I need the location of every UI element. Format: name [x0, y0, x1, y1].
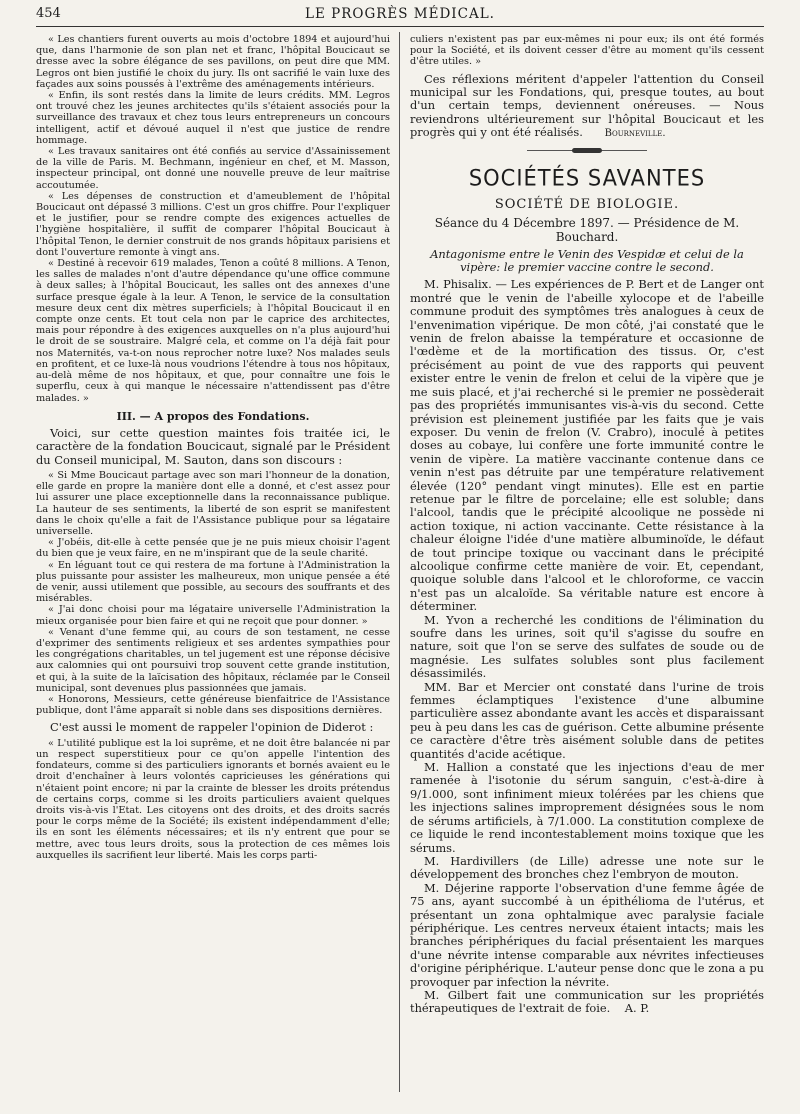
journal-title: LE PROGRÈS MÉDICAL. — [305, 6, 495, 22]
continuation-paragraph: culiers n'existent pas par eux-mêmes ni pour eux; ils ont été formés pour la Société, et ils doivent cesser d'être au moment qu'ils cessent d'être utiles. » — [410, 34, 764, 68]
society-name: SOCIÉTÉ DE BIOLOGIE. — [494, 196, 680, 212]
speech-paragraph: « Honorons, Messieurs, cette généreuse bienfaitrice de l'Assistance publique, dont l'âme apparaît si noble dans ses dispositions dernières. — [36, 693, 390, 717]
running-header — [36, 4, 764, 27]
author-signature: Bourneville. — [604, 128, 666, 140]
ornament-divider — [527, 147, 647, 155]
section-title: SOCIÉTÉS SAVANTES — [468, 165, 706, 191]
diderot-quote: « L'utilité publique est la loi suprême, et ne doit être balancée ni par un respect superstitieux pour ce qu'on appelle l'intention des fondateurs, comme si des particuliers ignorants et bornés avaient eu le droit d'enchaîner à leurs volontés capricieuses les générations qui n'étaient point encore; ni par la crainte de blesser les droits prétendus de certains corps, comme si les droits particuliers avaient quelques droits vis-à-vis l'Etat. Les citoyens ont des droits, et des droits sacrés pour le corps même de la Société; ils existent indépendamment d'elle; ils en sont les éléments nécessaires; et ils n'y entrent que pour se mettre, avec tous leurs droits, sous la protection de ces mêmes lois auxquelles ils sacrifient leur liberté. Mais les corps parti- — [36, 737, 390, 861]
quoted-paragraph: « Enfin, ils sont restés dans la limite de leurs crédits. MM. Legros ont trouvé chez les jeunes architectes qu'ils s'étaient associés pour la surveillance des travaux et chez tous leurs entrepreneurs un concours intelligent, actif et dévoué auquel il n'est que justice de rendre hommage. — [36, 90, 390, 146]
reflection-paragraph — [410, 73, 764, 141]
speech-paragraph: « Si Mme Boucicaut partage avec son mari l'honneur de la donation, elle garde en propre la manière dont elle a donné, et c'est assez pour lui assurer une place exceptionnelle dans la reconnaissance publique. La hauteur de ses sentiments, la liberté de son esprit se manifestent dans le choix qu'elle a fait de l'Assistance publique pour sa légataire universelle. — [36, 469, 390, 537]
report-paragraph: M. Déjerine rapporte l'observation d'une femme âgée de 75 ans, ayant succombé à un épithélioma de l'utérus, et présentant un zona ophtalmique avec paralysie faciale périphérique. Les centres nerveux étaient intacts; mais les branches périphériques du facial présentaient les marques d'une névrite intense comparable aux névrites infectieuses d'origine périphérique. L'auteur pense donc que le zona a pu provoquer par infection la névrite. — [410, 880, 764, 989]
final-signature: A. P. — [624, 1001, 650, 1016]
speech-paragraph: « J'obéis, dit-elle à cette pensée que je ne puis mieux choisir l'agent du bien que je veux faire, en ne m'inspirant que de la seule charité. — [36, 537, 390, 560]
quoted-paragraph: « Les chantiers furent ouverts au mois d'octobre 1894 et aujourd'hui que, dans l'harmonie de son plan net et franc, l'hôpital Boucicaut se dresse avec la sobre élégance de ses pavillons, on peut dire que MM. Legros ont bien justifié le choix du jury. Ils ont sacrifié le vain luxe des façades aux soins poussés à l'extrême des aménagements intérieurs. — [36, 34, 390, 90]
quoted-paragraph: « Destiné à recevoir 619 malades, Tenon a coûté 8 millions. A Tenon, les salles de malades n'ont d'autre dépendance qu'une office commune à deux salles; à l'hôpital Boucicaut, les salles ont des annexes d'une surface presque égale à la leur. A Tenon, le service de la consultation mesure deux cent dix mètres superficiels; à l'hôpital Boucicaut il en compte onze cents. Et tout cela non par le caprice des architectes, mais pour répondre à des exigences auxquelles on n'a plus aujourd'hui le droit de se soustraire. Malgré cela, et comme on l'a déjà fait pour nos Maternités, va-t-on nous reprocher notre luxe? Nos malades seuls en profitent, et ce luxe-là nous voudrions l'étendre à tous nos hôpitaux, au-delà même de nos hôpitaux, et que, pour connaître une fois le superflu, ceux à qui manque le nécessaire n'attendissent pas d'être malades. » — [36, 258, 390, 404]
speech-paragraph: « J'ai donc choisi pour ma légataire universelle l'Administration la mieux organisée pour bien faire et qui ne reçoit que pour donner. » — [36, 604, 390, 627]
report-paragraph: M. Hardivillers (de Lille) adresse une note sur le développement des bronches chez l'embryon de mouton. — [410, 853, 764, 882]
right-column — [410, 34, 764, 1016]
session-line: Séance du 4 Décembre 1897. — Présidence de M. Bouchard. — [434, 215, 740, 244]
report-paragraph: M. Hallion a constaté que les injections d'eau de mer ramenée à l'isotonie du sérum sanguin, c'est-à-dire à 9/1.000, sont infiniment mieux tolérées par les chiens que les injections salines improprement désignées sous le nom de sérums artificiels, à 7/1.000. La constitution complexe de ce liquide le rend incontestablement moins toxique que les sérums. — [410, 760, 764, 855]
speech-paragraph: « En léguant tout ce qui restera de ma fortune à l'Administration la plus puissante pour assister les malheureux, mon unique pensée a été de venir, aussi utilement que possible, au secours des souffrants et des misérables. — [36, 559, 390, 605]
column-divider — [399, 32, 400, 1092]
report-paragraph: M. Phisalix. — Les expériences de P. Bert et de Langer ont montré que le venin de l'abeille xylocope et de l'abeille commune produit des symptômes très analogues à ceux de l'envenimation vipérique. De mon côté, j'ai constaté que le venin de frelon abaisse la température et occasionne de l'œdème et de la mortification des tissus. Or, c'est précisément au point de vue des rapports qui peuvent exister entre le venin de frelon et celui de la vipère que je me suis placé, et j'ai recherché si le premier ne possèderait pas des propriétés immunisantes vis-à-vis du second. Cette prévision est pleinement justifiée par les faits que je vais exposer. Du venin de frelon (V. Crabro), inoculé à petites doses au cobaye, lui confère une forte immunité contre le venin de vipère. La matière vaccinante contenue dans ce venin n'est pas détruite par une température relativement élevée (120° pendant vingt minutes). Elle est en partie retenue par le filtre de porcelaine; elle est soluble; dans l'alcool, tandis que le précipité alcoolique ne possède ni action toxique, ni action vaccinante. Cette résistance à la chaleur éloigne l'idée d'une matière albuminoïde, le défaut de tout principe toxique ou vaccinant dans le précipité alcoolique confirme cette manière de voir. Et, cependant, quoique soluble dans l'alcool et le chloroforme, ce vaccin n'est pas un alcaloïde. Sa véritable nature est encore à déterminer. — [410, 277, 764, 614]
page-number: 454 — [36, 6, 61, 21]
intro-paragraph: Voici, sur cette question maintes fois traitée ici, le caractère de la fondation Boucicaut, signalé par le Président du Conseil municipal, M. Sauton, dans son discours : — [36, 425, 390, 467]
last-report-text: M. Gilbert fait une communication sur les propriétés thérapeutiques de l'extrait de foie. — [410, 987, 764, 1016]
quoted-paragraph: « Les travaux sanitaires ont été confiés au service d'Assainissement de la ville de Paris. M. Bechmann, ingénieur en chef, et M. Masson, inspecteur principal, ont donné une nouvelle preuve de leur maîtrise accoutumée. — [36, 146, 390, 191]
speech-paragraph: « Venant d'une femme qui, au cours de son testament, ne cesse d'exprimer des sentiments religieux et ses ardentes sympathies pour les congrégations charitables, un tel jugement est une réponse décisive aux calomnies qui ont poursuivi trop souvent cette grande institution, et qui, à la suite de la laïcisation des hôpitaux, réclamée par le Conseil municipal, sont devenues plus passionnées que jamais. — [36, 626, 390, 694]
diderot-intro: C'est aussi le moment de rappeler l'opinion de Diderot : — [50, 720, 374, 735]
report-paragraph — [410, 989, 764, 1016]
reflection-text: Ces réflexions méritent d'appeler l'attention du Conseil municipal sur les Fondations, qui, presque toutes, au bout d'un certain temps, deviennent onéreuses. — Nous reviendrons ultérieurement sur l'hôpital Boucicaut et les progrès qui y ont été réalisés. — [410, 71, 764, 140]
section-heading: III. — A propos des Fondations. — [116, 409, 310, 423]
left-column — [36, 34, 390, 861]
quoted-paragraph: « Les dépenses de construction et d'ameublement de l'hôpital Boucicaut ont dépassé 3 millions. C'est un gros chiffre. Pour l'expliquer et le justifier, pour se rendre compte des exigences actuelles de l'hygiène hospitalière, il suffit de comparer l'hôpital Boucicaut à l'hôpital Tenon, le dernier construit de nos grands hôpitaux parisiens et dont l'ouverture remonte à vingt ans. — [36, 190, 390, 258]
report-paragraph: MM. Bar et Mercier ont constaté dans l'urine de trois femmes éclamptiques l'existence d'une albumine particulière assez abondante avant les accès et disparaissant peu à peu dans les cas de guérison. Cette albumine présente ce caractère d'être très aisément soluble dans de petites quantités d'acide acétique. — [410, 679, 765, 761]
report-paragraph: M. Yvon a recherché les conditions de l'élimination du soufre dans les urines, soit qu'il s'agisse du soufre en nature, soit que l'on se serve des sulfates de soude ou de magnésie. Les sulfates solubles sont plus facilement désassimilés. — [410, 612, 764, 681]
topic-title: Antagonisme entre le Venin des Vespidæ et celui de la vipère: le premier vaccine contre le second. — [430, 246, 744, 275]
